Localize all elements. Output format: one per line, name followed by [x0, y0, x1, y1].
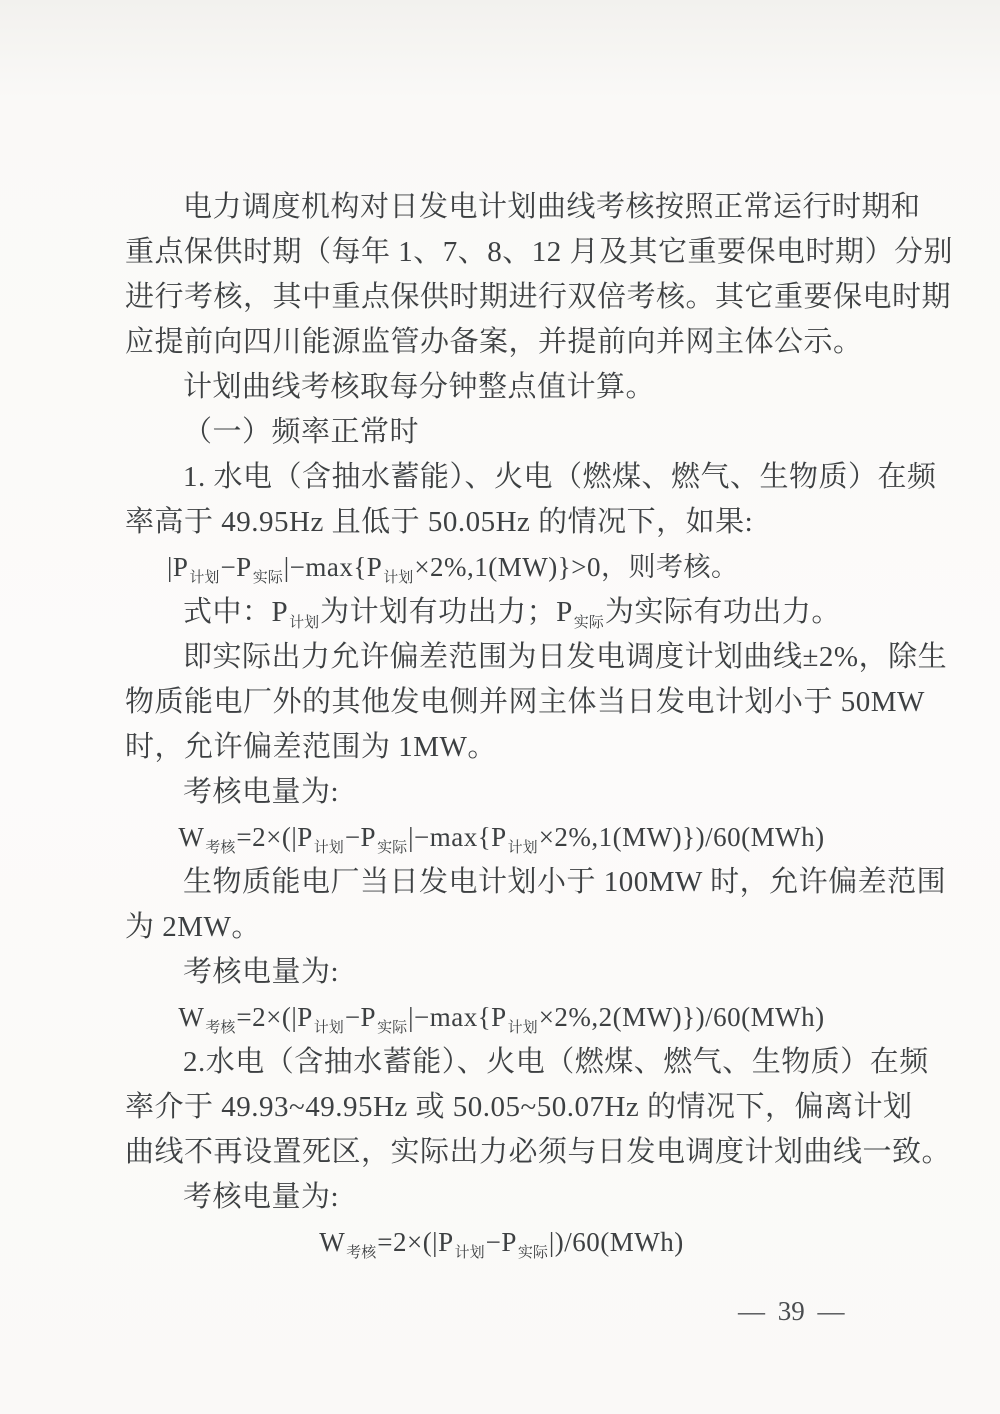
formula-text: −P — [344, 1002, 377, 1032]
formula-text: |P — [167, 552, 189, 582]
formula-subscript: 计划 — [507, 840, 538, 856]
formula-text: −P — [344, 822, 377, 852]
body-line: 时，允许偏差范围为 1MW。 — [125, 731, 497, 763]
body-line: 考核电量为: — [183, 776, 340, 808]
formula-subscript: 考核 — [205, 1020, 236, 1036]
formula-subscript: 考核 — [346, 1245, 377, 1261]
formula-text: =2×(|P — [236, 1002, 313, 1032]
body-line: 2.水电（含抽水蓄能）、火电（燃煤、燃气、生物质）在频 — [183, 1046, 929, 1078]
formula-text: |−max{P — [408, 822, 507, 852]
formula-subscript: 实际 — [377, 840, 408, 856]
formula-subscript: 实际 — [252, 570, 283, 586]
formula-text: ×2%,2(MW)})/60(MWh) — [538, 1002, 825, 1032]
formula-text: =2×(|P — [377, 1227, 454, 1257]
body-line: 即实际出力允许偏差范围为日发电调度计划曲线±2%，除生 — [183, 641, 948, 673]
formula-subscript: 考核 — [205, 840, 236, 856]
formula-text: 式中：P — [183, 596, 289, 628]
body-line: 曲线不再设置死区，实际出力必须与日发电调度计划曲线一致。 — [125, 1136, 952, 1168]
formula-subscript: 实际 — [377, 1020, 408, 1036]
formula-text: 为计划有功出力；P — [320, 596, 573, 628]
formula-legend — [125, 590, 878, 635]
page-number: — 39 — — [738, 1296, 845, 1326]
body-line: 1. 水电（含抽水蓄能）、火电（燃煤、燃气、生物质）在频 — [183, 461, 937, 493]
formula-subscript: 计划 — [454, 1245, 485, 1261]
body-line: 率介于 49.93~49.95Hz 或 50.05~50.07Hz 的情况下，偏离计划 — [125, 1091, 913, 1123]
body-line: 物质能电厂外的其他发电侧并网主体当日发电计划小于 50MW — [125, 686, 925, 718]
formula-text: 为实际有功出力。 — [604, 596, 841, 628]
formula-text: |)/60(MWh) — [548, 1227, 684, 1257]
formula-subscript: 实际 — [573, 615, 604, 631]
formula-subscript: 计划 — [383, 570, 414, 586]
body-line: 计划曲线考核取每分钟整点值计算。 — [183, 371, 656, 403]
body-line: 电力调度机构对日发电计划曲线考核按照正常运行时期和 — [183, 191, 921, 223]
formula-subscript: 计划 — [507, 1020, 538, 1036]
formula-text: |−max{P — [408, 1002, 507, 1032]
formula-w-assessed-energy-1 — [125, 815, 878, 860]
formula-text: |−max{P — [283, 552, 383, 582]
formula-text: −P — [485, 1227, 517, 1257]
body-line: 考核电量为: — [183, 956, 340, 988]
formula-subscript: 计划 — [313, 1020, 344, 1036]
body-line: 考核电量为: — [183, 1181, 340, 1213]
formula-subscript: 计划 — [289, 615, 320, 631]
formula-w-assessed-energy-3 — [125, 1220, 878, 1265]
formula-w-assessed-energy-2 — [125, 995, 878, 1040]
formula-subscript: 实际 — [517, 1245, 548, 1261]
body-line: 应提前向四川能源监管办备案，并提前向并网主体公示。 — [125, 326, 863, 358]
formula-subscript: 计划 — [189, 570, 220, 586]
formula-assessment-condition — [125, 545, 878, 590]
formula-text: W — [178, 822, 205, 852]
formula-text: ×2%,1(MW)}>0，则考核。 — [414, 552, 739, 582]
formula-text: W — [319, 1227, 346, 1257]
formula-text: ×2%,1(MW)})/60(MWh) — [538, 822, 825, 852]
formula-text: =2×(|P — [236, 822, 313, 852]
formula-text: W — [178, 1002, 205, 1032]
formula-subscript: 计划 — [313, 840, 344, 856]
body-line: 率高于 49.95Hz 且低于 50.05Hz 的情况下，如果: — [125, 506, 754, 538]
formula-text: −P — [220, 552, 252, 582]
body-line: 进行考核，其中重点保供时期进行双倍考核。其它重要保电时期 — [125, 281, 952, 313]
document-body — [125, 185, 954, 1265]
section-heading: （一）频率正常时 — [183, 416, 420, 448]
body-line: 重点保供时期（每年 1、7、8、12 月及其它重要保电时期）分别 — [125, 236, 954, 268]
body-line: 为 2MW。 — [125, 911, 261, 943]
body-line: 生物质能电厂当日发电计划小于 100MW 时，允许偏差范围 — [183, 866, 947, 898]
